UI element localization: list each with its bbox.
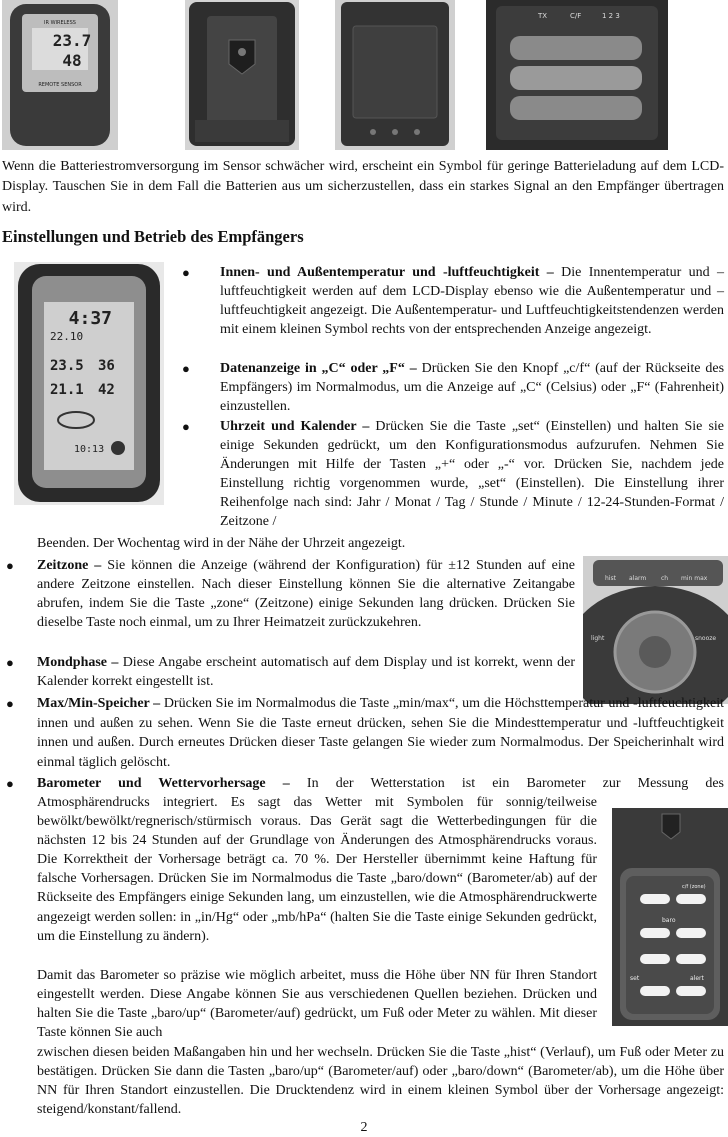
bullet-clock-calendar bbox=[220, 417, 724, 531]
bullet-cf-display bbox=[220, 359, 724, 416]
station-time: 4:37 bbox=[68, 308, 112, 329]
hist-button-label: hist bbox=[605, 575, 616, 582]
bullet-dot-3: ● bbox=[182, 419, 190, 434]
bullet-barometer-text2b: zwischen diesen beiden Maßangaben hin und her wechseln. Drücken Sie die Taste „hist“ (Verlauf), um Fuß oder Meter zu bestätigen. Drücken Sie dann die Tasten „baro/up“ (Barometer/auf) oder „baro/down“ (Barometer/ab), um die Höhe über NN für Ihren Standort einzustellen. Die Drucktendenz wird in einem kleinen Symbol über der Vorhersage angezeigt: steigend/konstant/fallend. bbox=[37, 1045, 724, 1118]
bullet-moon-text: Diese Angabe erscheint automatisch auf dem Display und ist korrekt, wenn der Kalender korrekt eingestellt ist. bbox=[37, 655, 575, 690]
sensor-back-photo bbox=[185, 0, 299, 150]
bullet-barometer-first: In der Wetterstation ist ein Barometer zur Messung des bbox=[306, 776, 724, 791]
bullet-barometer-text2a: Damit das Barometer so präzise wie möglich arbeitet, muss die Höhe über NN für Ihren Standort eingestellt werden. Diese Angabe können Sie aus verschiedenen Quellen beziehen. Drücken und halten Sie die Taste „baro/up“ (Barometer/auf) gedrückt, um Fuß oder Meter zu wählen. Mit dieser Taste können Sie auch bbox=[37, 968, 597, 1041]
bullet-moon bbox=[37, 653, 575, 691]
sensor-screen-line1: IR WIRELESS bbox=[44, 20, 76, 26]
bullet-clock-continuation: Beenden. Der Wochentag wird in der Nähe der Uhrzeit angezeigt. bbox=[37, 536, 406, 551]
bullet-moon-title: Mondphase – bbox=[37, 655, 119, 670]
station-temp-in: 23.5 bbox=[50, 358, 84, 374]
minmax-button-label: min max bbox=[681, 575, 708, 582]
button-panel-photo bbox=[583, 556, 728, 704]
dip-switch-label: 1 2 3 bbox=[602, 12, 620, 20]
bullet-clock-text: Drücken Sie die Taste „set“ (Einstellen) und halten Sie sie einige Sekunden gedrückt, um den Konfigurationsmodus aufzurufen. Nehmen Sie Änderungen mit Hilfe der Tasten „+“ oder „-“ vor. Drücken Sie, nachdem jede Einstellung richtig vorgenommen wurde, „set“ (Einstellen). Die Einstellung ihrer Reihenfolge nach sind: Jahr / Monat / Tag / Stunde / Minute / 12-24-Stunden-Format / Zeitzone / bbox=[220, 419, 724, 529]
baro-label: baro bbox=[662, 917, 676, 924]
bullet-cf-text: Drücken Sie den Knopf „c/f“ (auf der Rückseite des Empfängers) im Normalmodus, um die Anzeige auf „C“ (Celsius) oder „F“ (Fahrenheit) einzustellen. bbox=[220, 361, 725, 414]
bullet-maxmin bbox=[37, 694, 724, 772]
bullet-maxmin-title: Max/Min-Speicher – bbox=[37, 696, 161, 711]
bullet-timezone bbox=[37, 556, 575, 632]
bullet-dot-7: ● bbox=[6, 776, 14, 791]
tx-label: TX bbox=[538, 12, 548, 20]
ch-button-label: ch bbox=[661, 575, 669, 582]
cf-label: C/F bbox=[570, 12, 582, 20]
page-number: 2 bbox=[360, 1120, 368, 1135]
bullet-maxmin-text: Drücken Sie im Normalmodus die Taste „min/max“, um die Höchsttemperatur und -luftfeuchtigkeit innen und außen zu sehen. Wenn Sie die Taste erneut drücken, sehen Sie die Mindesttemperatur und -luftfeuchtigkeit innen und außen. Durch erneutes Drücken dieser Taste gelangen Sie wieder zum Normalmodus. Der Speicherinhalt wird einmal täglich gelöscht. bbox=[37, 696, 725, 770]
alarm-button-label: alarm bbox=[629, 575, 647, 582]
bullet-dot-6: ● bbox=[6, 696, 14, 711]
bullet-dot-5: ● bbox=[6, 655, 14, 670]
bullet-barometer-title: Barometer und Wettervorhersage – bbox=[37, 776, 290, 791]
bullet-dot-4: ● bbox=[6, 558, 14, 573]
station-date: 22.10 bbox=[50, 330, 84, 343]
station-mini-time: 10:13 bbox=[74, 444, 105, 455]
bullet-cf-title: Datenanzeige in „C“ oder „F“ – bbox=[220, 361, 417, 376]
rear-buttons-photo bbox=[612, 808, 728, 1026]
battery-compartment-photo bbox=[486, 0, 668, 150]
bullet-clock-title: Uhrzeit und Kalender – bbox=[220, 419, 370, 434]
bullet-temp-humidity-title: Innen- und Außentemperatur und -luftfeuchtigkeit – bbox=[220, 265, 554, 280]
intro-paragraph: Wenn die Batteriestromversorgung im Sensor schwächer wird, erscheint ein Symbol für geringe Batterieladung auf dem LCD-Display. Tauschen Sie in dem Fall die Batterien aus um sicherzustellen, dass ein starkes Signal an den Empfänger übertragen wird. bbox=[2, 159, 724, 215]
section-heading: Einstellungen und Betrieb des Empfängers bbox=[2, 227, 304, 246]
bullet-timezone-title: Zeitzone – bbox=[37, 558, 102, 573]
bullet-dot-2: ● bbox=[182, 361, 190, 376]
battery-cover-photo bbox=[335, 0, 455, 150]
weather-station-photo bbox=[14, 262, 164, 505]
station-hum-out: 42 bbox=[98, 382, 115, 398]
moon-icon bbox=[111, 441, 125, 455]
bullet-barometer-first-line bbox=[37, 774, 724, 793]
snooze-button-label: snooze bbox=[695, 635, 717, 642]
bullet-temp-humidity-text: Die Innentemperatur und –luftfeuchtigkeit werden auf dem LCD-Display ebenso wie die Außentemperatur und –luftfeuchtigkeit angezeigt. Die Außentemperatur- und Luftfeuchtigkeitstendenzen werden mit einem kleinen Symbol rechts von der entsprechenden Anzeige angezeigt. bbox=[220, 265, 724, 337]
sensor-label: REMOTE SENSOR bbox=[38, 82, 82, 88]
station-temp-out: 21.1 bbox=[50, 382, 84, 398]
bullet-dot-1: ● bbox=[182, 265, 190, 280]
set-label: set bbox=[630, 975, 640, 982]
sensor-front-photo bbox=[2, 0, 118, 150]
bullet-barometer-text: Atmosphärendrucks integriert. Es sagt das Wetter mit Symbolen für sonnig/teilweise bewölkt/bewölkt/regnerisch/stürmisch voraus. Das Gerät sagt die Wetterbedingungen für die nächsten 12 bis 24 Stunden auf der Grundlage von Änderungen des Atmosphärendrucks voraus. Die Korrektheit der Vorhersage beträgt ca. 70 %. Der Hersteller übernimmt keine Haftung für falsche Vorhersagen. Drücken Sie im Normalmodus die Taste „baro/down“ (Barometer/ab) auf der Rückseite des Empfängers einige Sekunden lang, um einzustellen, wie die Atmosphärendruckwerte angezeigt werden sollen: in „in/Hg“ oder „mb/hPa“ (halten Sie die Taste einige Sekunden gedrückt, um die Einstellung zu ändern). bbox=[37, 795, 597, 944]
alert-label: alert bbox=[690, 975, 704, 982]
sensor-temp: 23.7 bbox=[52, 31, 92, 50]
sensor-humidity: 48 bbox=[62, 51, 82, 70]
bullet-timezone-text: Sie können die Anzeige (während der Konfiguration) für ±12 Stunden auf eine andere Zeitzone einstellen. Nach dieser Einstellung können Sie die alternative Zeitangabe abrufen, indem Sie die Taste „zone“ (Zeitzone) einige Sekunden lang drücken. Drücken Sie dieselbe Taste noch einmal, um zu Ihrer Heimatzeit zurückzukehren. bbox=[37, 558, 575, 631]
bullet-temp-humidity bbox=[220, 263, 724, 339]
station-hum-in: 36 bbox=[98, 358, 115, 374]
light-button-label: light bbox=[591, 635, 605, 642]
cf-zone-label: c/f (zone) bbox=[682, 884, 706, 890]
